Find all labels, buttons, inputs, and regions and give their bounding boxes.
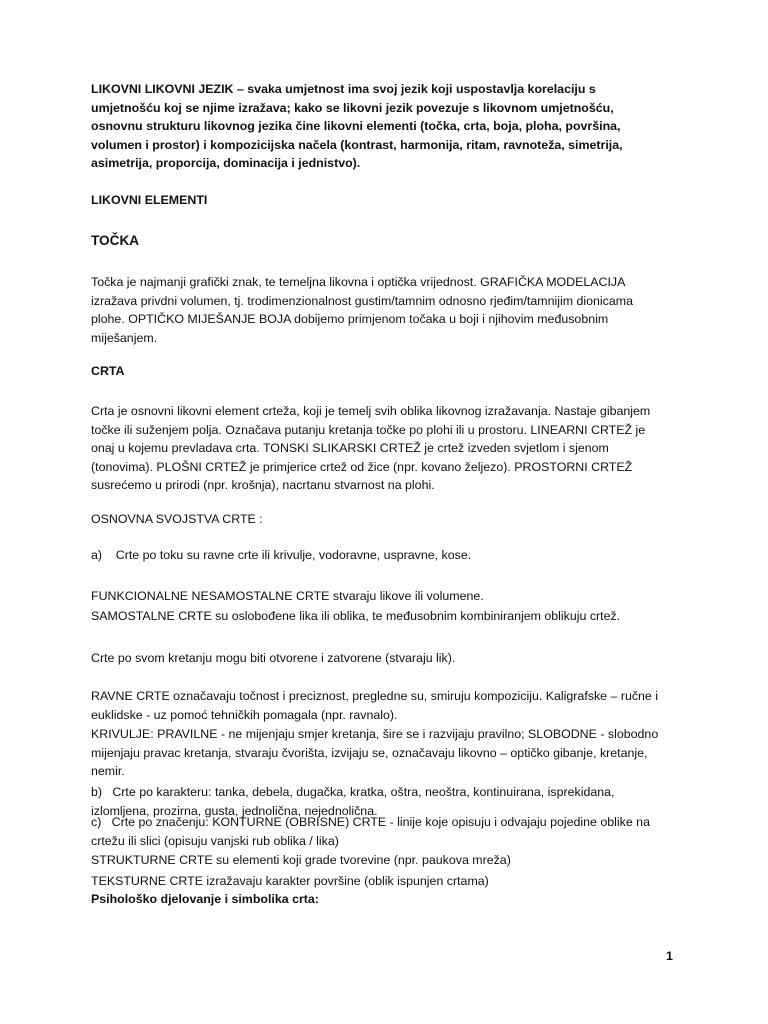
krivulje: KRIVULJE: PRAVILNE - ne mijenjaju smjer kretanja, šire se i razvijaju pravilno; SLOBODNE - slobodno mijenjaju pravac kretanja, stvaraju čvorišta, izvijaju se, označavaju likovno – optičko gibanje, kretanje, nemir. [91, 727, 659, 778]
page-number: 1 [666, 949, 673, 963]
ravne-crte: RAVNE CRTE označavaju točnost i preciznost, pregledne su, smiruju kompoziciju. Kaligrafske – ručne i euklidske - uz pomoć tehničkih pomagala (npr. ravnalo). [91, 689, 659, 722]
psiholosko-heading: Psihološko djelovanje i simbolika crta: [91, 892, 319, 906]
samostalne-crte: SAMOSTALNE CRTE su oslobođene lika ili oblika, te međusobnim kombiniranjem oblikuju crtež. [91, 609, 621, 623]
strukturne-crte: STRUKTURNE CRTE su elementi koji grade tvorevine (npr. paukova mreža) [91, 853, 511, 867]
item-a: a) Crte po toku su ravne crte ili krivulje, vodoravne, uspravne, kose. [91, 548, 472, 562]
funkcionalne-crte: FUNKCIONALNE NESAMOSTALNE CRTE stvaraju likove ili volumene. [91, 589, 484, 603]
intro-paragraph: LIKOVNI LIKOVNI JEZIK – svaka umjetnost ima svoj jezik koji uspostavlja korelaciju s umjetnošću koj se njime izražava; kako se likovni jezik povezuje s likovnom umjetnošću, osnovnu strukturu likovnog jezika čine likovni elementi (točka, crta, boja, ploha, površina, volumen i prostor) i kompozicijska načela (kontrast, harmonija, ritam, ravnoteža, simetrija, asimetrija, proporcija, dominacija i jednistvo). [91, 82, 623, 170]
osnovna-svojstva-heading: OSNOVNA SVOJSTVA CRTE : [91, 512, 263, 526]
item-c: c) Crte po značenju: KONTURNE (OBRISNE) CRTE - linije koje opisuju i odvajaju pojedine oblike na crtežu ili slici (opisuju vanjski rub oblika / lika) [91, 815, 650, 848]
crta-paragraph: Crta je osnovni likovni element crteža, koji je temelj svih oblika likovnog izražavanja. Nastaje gibanjem točke ili suženjem polja. Označava putanju kretanja točke po plohi ili u prostoru. LINEARNI CRTEŽ je onaj u kojemu prevladava crta. TONSKI SLIKARSKI CRTEŽ je crtež izveden svjetlom i sjenom (tonovima). PLOŠNI CRTEŽ je primjerice crtež od žice (npr. kovano željezo). PROSTORNI CRTEŽ susrećemo u prirodi (npr. krošnja), nacrtanu stvarnost na plohi. [91, 404, 651, 492]
kretanje-crta: Crte po svom kretanju mogu biti otvorene i zatvorene (stvaraju lik). [91, 651, 456, 665]
heading-likovni-elementi: LIKOVNI ELEMENTI [91, 193, 208, 207]
item-b: b) Crte po karakteru: tanka, debela, dugačka, kratka, oštra, neoštra, kontinuirana, isprekidana, izlomljena, prozirna, gusta, jednolična, nejednolična. [91, 785, 615, 818]
teksturne-crte: TEKSTURNE CRTE izražavaju karakter površine (oblik ispunjen crtama) [91, 874, 489, 888]
heading-crta: CRTA [91, 364, 125, 378]
tocka-paragraph: Točka je najmanji grafički znak, te temeljna likovna i optička vrijednost. GRAFIČKA MODELACIJA izražava privdni volumen, tj. trodimenzionalnost gustim/tamnim odnosno rjeđim/tamnijim dionicama plohe. OPTIČKO MIJEŠANJE BOJA dobijemo primjenom točaka u boji i njihovim međusobnim miješanjem. [91, 275, 633, 345]
heading-tocka: TOČKA [91, 233, 140, 248]
